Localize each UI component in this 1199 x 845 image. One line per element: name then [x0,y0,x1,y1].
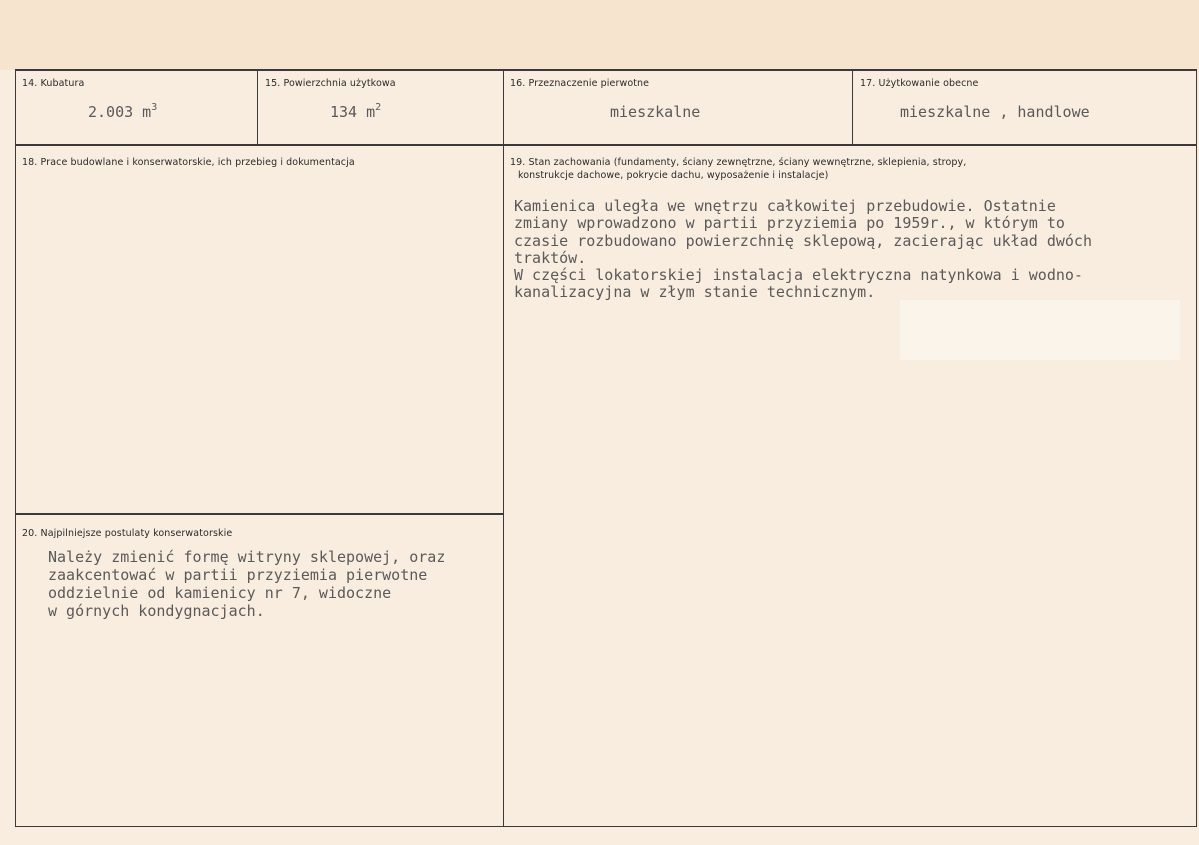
field-20-line: Należy zmienić formę witryny sklepowej, oraz [48,548,446,566]
field-19-line: czasie rozbudowano powierzchnię sklepową, zacierając układ dwóch [514,232,1092,250]
field-14-label: 14. Kubatura [22,78,85,89]
rule-right-edge [1196,69,1197,827]
top-margin [0,0,1199,70]
field-15-value [330,104,381,123]
field-17-value: mieszkalne , handlowe [900,103,1090,121]
field-20-label: 20. Najpilniejsze postulaty konserwatorskie [22,528,233,539]
field-18-label: 18. Prace budowlane i konserwatorskie, ich przebieg i dokumentacja [22,157,355,168]
rule-bottom [15,826,1197,827]
rule-v3 [852,69,853,145]
field-19-line: zmiany wprowadzono w partii przyziemia po 1959r., w którym to [514,214,1065,232]
field-19-label-line2: konstrukcje dachowe, pokrycie dachu, wyposażenie i instalacje) [518,170,829,181]
field-15-number: 134 m [330,103,376,121]
field-19-line: kanalizacyjna w złym stanie technicznym. [514,283,876,301]
field-17-label: 17. Użytkowanie obecne [860,78,979,89]
field-20-line: zaakcentować w partii przyziemia pierwotne [48,566,428,584]
field-14-value [88,104,157,123]
field-20-line: w górnych kondygnacjach. [48,602,265,620]
paper-patch [900,300,1180,360]
field-15-exponent: 2 [375,102,382,113]
field-16-value: mieszkalne [610,103,701,121]
field-14-exponent: 3 [151,102,158,113]
field-14-number: 2.003 m [88,103,152,121]
rule-left-edge [15,69,16,827]
rule-left-split [15,513,503,515]
rule-v1 [257,69,258,145]
field-19-line: Kamienica uległa we wnętrzu całkowitej przebudowie. Ostatnie [514,197,1056,215]
rule-top [15,69,1197,71]
field-19-line: traktów. [514,249,587,267]
rule-v2 [503,69,504,827]
field-19-line: W części lokatorskiej instalacja elektryczna natynkowa i wodno- [514,266,1083,284]
rule-row1 [15,144,1197,146]
field-16-label: 16. Przeznaczenie pierwotne [510,78,650,89]
field-19-label-line1: 19. Stan zachowania (fundamenty, ściany zewnętrzne, ściany wewnętrzne, sklepienia, stropy, [510,157,967,168]
field-20-line: oddzielnie od kamienicy nr 7, widoczne [48,584,392,602]
field-15-label: 15. Powierzchnia użytkowa [265,78,396,89]
